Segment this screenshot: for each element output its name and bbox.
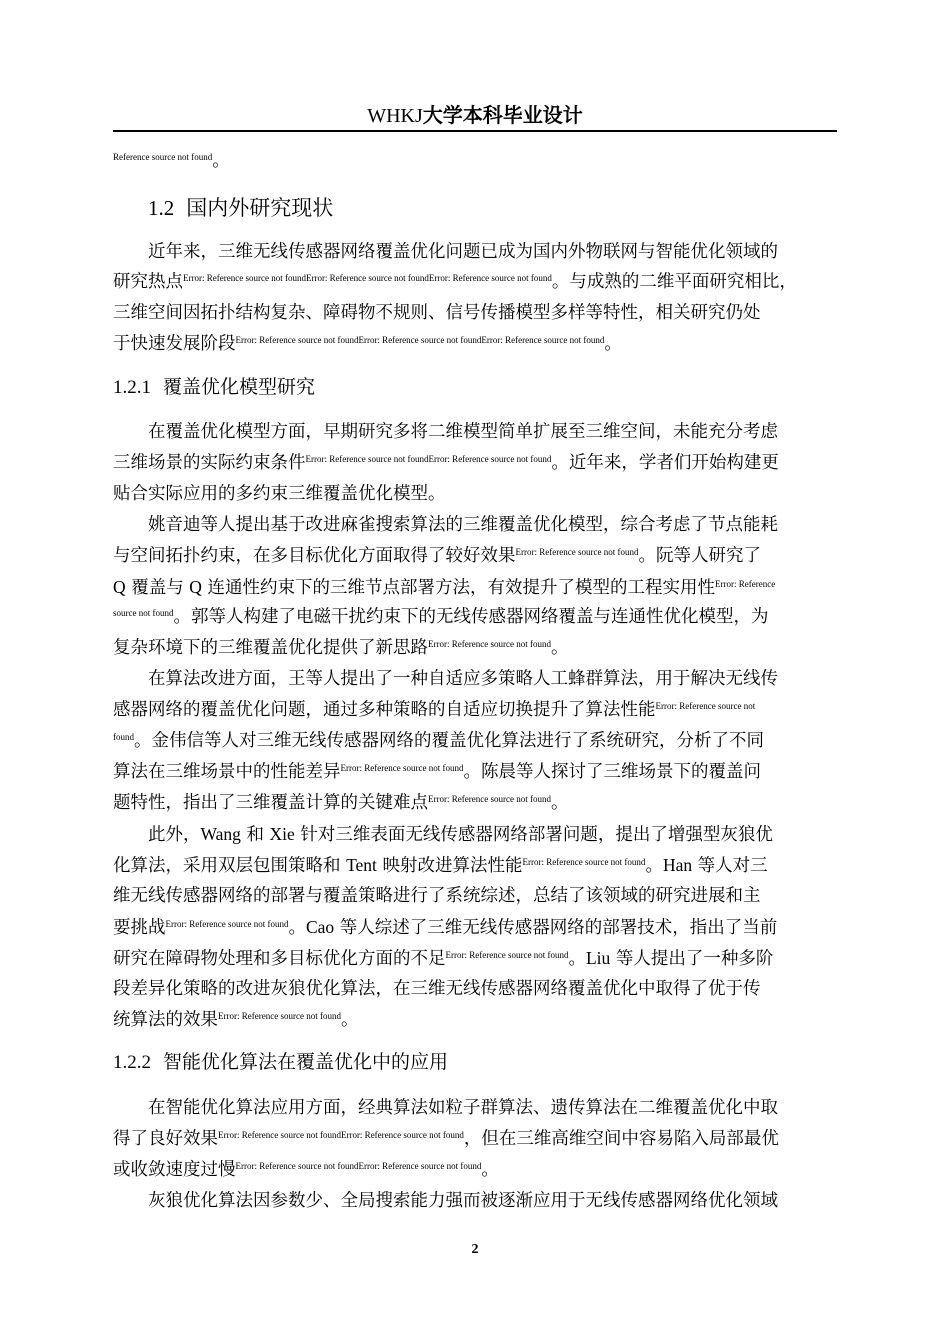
text-line (113, 450, 779, 476)
text-span: 复杂环境下的三维覆盖优化提供了新思路 (113, 638, 428, 658)
text-span: 研究热点 (113, 272, 183, 292)
section-title: 国内外研究现状 (186, 196, 334, 220)
text-span: 算法在三维场景中的性能差异 (113, 762, 341, 782)
text-span: 灰狼优化算法因参数少、全局搜索能力强而被逐渐应用于无线传感器网络优化领域 (148, 1191, 778, 1211)
text-line (113, 1007, 358, 1033)
reference-error: Error: Reference source not found (515, 547, 639, 557)
text-span: 。陈晨等人探讨了三维场景下的覆盖问 (463, 762, 761, 782)
section-title: 覆盖优化模型研究 (163, 376, 316, 398)
reference-error: Error: Reference source not found (218, 1011, 341, 1021)
text-span: Xie (269, 824, 295, 844)
reference-error: Error: Reference source not found (340, 763, 464, 773)
text-span: 题特性，指出了三维覆盖计算的关键难点 (113, 793, 428, 813)
section-number: 1.2.1 (113, 377, 151, 398)
text-span: 。 (550, 793, 569, 813)
text-line (113, 574, 775, 601)
reference-error: Error: Reference source not found (428, 794, 551, 804)
text-span: 。 (288, 918, 306, 938)
text-span: Q (189, 577, 202, 597)
text-span: 。郭等人构建了电磁干扰约束下的无线传感器网络覆盖与连通性优化模型，为 (173, 607, 769, 627)
reference-error: Error: Reference source not found (165, 919, 289, 929)
text-line (113, 148, 230, 174)
text-span: 。近年来，学者们开始构建更 (551, 453, 779, 473)
text-line (113, 635, 568, 661)
text-span: 统算法的效果 (113, 1010, 218, 1030)
reference-error: Error: Reference source not foundError: Reference source not found (218, 1130, 464, 1140)
header-latin: WHKJ (367, 105, 423, 127)
text-span: 和 (240, 825, 270, 845)
section-heading-1-2-1 (113, 374, 315, 401)
section-heading-1-2-2 (113, 1049, 448, 1076)
text-span: 在算法改进方面，王等人提出了一种自适应多策略人工蜂群算法，用于解决无线传 (148, 669, 778, 689)
text-span: 。 (481, 1160, 499, 1180)
text-line (113, 945, 773, 972)
text-span: ，但在三维高维空间中容易陷入局部最优 (463, 1129, 779, 1149)
text-line (113, 883, 761, 909)
text-span: Tent (346, 855, 377, 875)
text-line (113, 331, 622, 357)
text-span: 段差异化策略的改进灰狼优化算法，在三维无线传感器网络覆盖优化中取得了优于传 (113, 979, 761, 999)
reference-error: Error: Reference (714, 579, 776, 589)
text-line (148, 1095, 778, 1121)
text-span: 。 (604, 334, 622, 354)
text-span: 映射改进算法性能 (376, 856, 523, 876)
text-span: 感器网络的覆盖优化问题，通过多种策略的自适应切换提升了算法性能 (113, 700, 656, 720)
text-span: Wang (200, 824, 241, 844)
text-span: 。金伟信等人对三维无线传感器网络的覆盖优化算法进行了系统研究，分析了不同 (134, 731, 764, 751)
text-span: 姚音迪等人提出基于改进麻雀搜索算法的三维覆盖优化模型，综合考虑了节点能耗 (148, 515, 778, 535)
text-span: Q (113, 577, 126, 597)
text-line (113, 759, 761, 785)
text-span: 。 (568, 949, 586, 969)
reference-error: Error: Reference source not found (522, 857, 646, 867)
text-line (113, 852, 768, 879)
reference-error: Error: Reference source not found (445, 950, 569, 960)
text-line (113, 914, 777, 941)
text-line (113, 728, 764, 754)
text-line (148, 419, 778, 445)
text-line (113, 790, 568, 816)
section-number: 1.2.2 (113, 1052, 151, 1073)
text-span: 与空间拓扑约束，在多目标优化方面取得了较好效果 (113, 546, 516, 566)
text-line (113, 697, 755, 723)
reference-error: Error: Reference source not foundError: Reference source not foundError: Reference source not found (235, 335, 605, 345)
reference-error: found (113, 732, 134, 742)
text-line (113, 1126, 779, 1152)
text-span: 三维场景的实际约束条件 (113, 453, 306, 473)
page-header (113, 102, 837, 129)
reference-error: Error: Reference source not foundError: Reference source not found (235, 1161, 482, 1171)
text-span: 维无线传感器网络的部署与覆盖策略进行了系统综述，总结了该领域的研究进展和主 (113, 886, 761, 906)
text-span: 连通性约束下的三维节点部署方法，有效提升了模型的工程实用性 (201, 578, 715, 598)
reference-error: Error: Reference source not foundError: Reference source not foundError: Reference source not found (183, 273, 552, 283)
text-span: 。 (212, 151, 230, 171)
text-span: 要挑战 (113, 918, 166, 938)
text-span: 得了良好效果 (113, 1129, 218, 1149)
text-span: Liu (585, 948, 611, 968)
text-span: 。 (645, 856, 663, 876)
section-number: 1.2 (148, 196, 175, 220)
text-line (113, 543, 761, 569)
text-span: Cao (305, 917, 335, 937)
text-span: 此外， (148, 825, 201, 845)
text-line (113, 269, 797, 295)
text-span: 。 (550, 638, 569, 658)
text-span: 在覆盖优化模型方面，早期研究多将二维模型简单扩展至三维空间，未能充分考虑 (148, 422, 778, 442)
text-line (113, 976, 761, 1002)
text-line (148, 239, 778, 265)
text-span: 。阮等人研究了 (638, 546, 761, 566)
text-span: 研究在障碍物处理和多目标优化方面的不足 (113, 949, 446, 969)
text-span: 等人提出了一种多阶 (610, 949, 774, 969)
header-rule (113, 130, 837, 132)
reference-error: Error: Reference source not (655, 701, 756, 711)
text-line (113, 481, 446, 507)
text-line (113, 300, 761, 326)
text-span: 三维空间因拓扑结构复杂、障碍物不规则、信号传播模型多样等特性，相关研究仍处 (113, 303, 761, 323)
reference-error: Reference source not found (113, 152, 213, 162)
reference-error: Error: Reference source not found (428, 639, 551, 649)
text-span: 。 (340, 1010, 359, 1030)
text-span: 化算法，采用双层包围策略和 (113, 856, 347, 876)
section-title: 智能优化算法在覆盖优化中的应用 (163, 1051, 449, 1073)
text-line (148, 821, 773, 848)
text-span: 或收敛速度过慢 (113, 1160, 236, 1180)
text-line (113, 1157, 499, 1183)
text-span: 在智能优化算法应用方面，经典算法如粒子群算法、遗传算法在二维覆盖优化中取 (148, 1098, 778, 1118)
reference-error: Error: Reference source not foundError: Reference source not found (305, 454, 552, 464)
text-span: 等人对三 (692, 856, 768, 876)
text-span: 近年来，三维无线传感器网络覆盖优化问题已成为国内外物联网与智能优化领域的 (148, 242, 778, 262)
text-line (148, 512, 778, 538)
section-heading-1-2 (148, 194, 333, 222)
page-number: 2 (471, 1242, 479, 1257)
text-span: 贴合实际应用的多约束三维覆盖优化模型。 (113, 484, 446, 504)
text-span: 。与成熟的二维平面研究相比， (551, 272, 797, 292)
reference-error: source not found (113, 608, 174, 618)
text-span: 等人综述了三维无线传感器网络的部署技术，指出了当前 (334, 918, 778, 938)
text-line (148, 1188, 778, 1214)
text-span: 于快速发展阶段 (113, 334, 236, 354)
text-line (148, 666, 778, 692)
text-line (113, 604, 769, 630)
header-title: 大学本科毕业设计 (422, 103, 583, 127)
text-span: Han (662, 855, 693, 875)
text-span: 覆盖与 (125, 578, 190, 598)
text-span: 针对三维表面无线传感器网络部署问题，提出了增强型灰狼优 (294, 825, 773, 845)
